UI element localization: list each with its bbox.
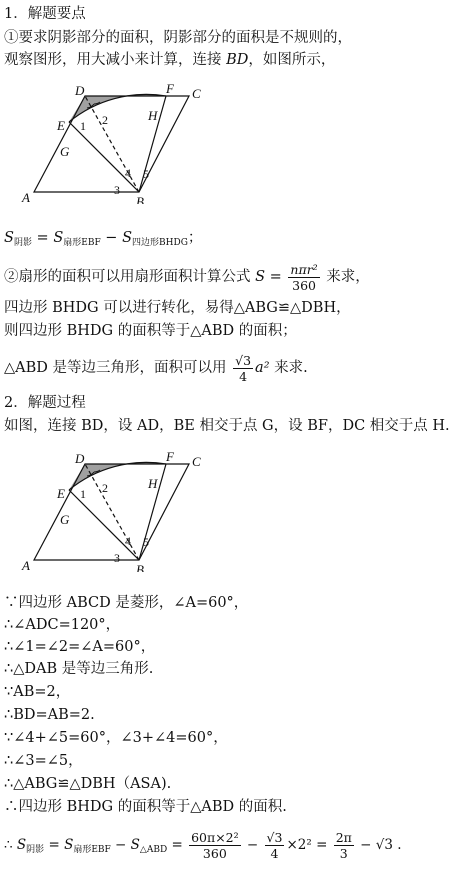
label-angle-3: 3 [114,183,120,197]
section1-paragraph-3a: 四边形 BHDG 可以进行转化，易得△ABG≌△DBH， [4,300,351,316]
step-7: ∵∠4+∠5=60°，∠3+∠4=60°， [4,730,228,746]
label-d: D [75,452,85,466]
section1-paragraph-1b: 观察图形，用大减小来计算，连接 BD，如图所示， [4,52,336,68]
step-2: ∴∠ADC=120°， [4,617,121,633]
label-e: E [57,486,65,501]
label-a: A [22,558,30,572]
label-h: H [148,476,158,491]
rhombus-figure-1 [14,84,214,204]
rhombus-figure-2 [14,452,214,572]
label-f: F [166,452,174,464]
step-9: ∴△ABG≌△DBH（ASA). [4,776,172,792]
rhombus-abcd [34,464,189,560]
equilateral-area-fraction: $\frac{√3}{4}$ [235,352,252,384]
label-g: G [60,512,70,527]
label-angle-1: 1 [80,487,86,501]
label-angle-2: 2 [102,113,108,127]
label-angle-2: 2 [102,481,108,495]
section1-paragraph-2: ②扇形的面积可以用扇形面积计算公式 S = $\frac{\text{nπr²}}{360}$ 来求， [4,261,370,293]
label-h: H [148,108,158,123]
section1-heading: 1．解题要点 [4,6,86,22]
label-c: C [192,454,201,469]
section1-paragraph-1a: ①要求阴影部分的面积，阴影部分的面积是不规则的， [4,30,352,46]
step-5: ∵AB=2， [4,684,71,700]
label-angle-1: 1 [80,119,86,133]
label-angle-5: 5 [143,167,149,181]
label-a: A [22,190,30,204]
section1-paragraph-4: △ABD 是等边三角形，面积可以用 $\frac{√3}{4}$ a² 来求. [4,352,308,384]
label-angle-4: 4 [125,166,131,180]
step-3: ∴∠1=∠2=∠A=60°， [4,639,156,655]
rhombus-abcd [34,96,189,192]
section2-heading: 2．解题过程 [4,395,86,411]
formula-shaded-area: $S_{阴影} = S_{扇形EBF} - S_{四边形BHDG}$； [4,230,203,248]
label-b: B [136,562,144,572]
label-angle-3: 3 [114,551,120,565]
step-10: ∴四边形 BHDG 的面积等于△ABD 的面积. [4,799,287,815]
step-8: ∴∠3=∠5， [4,753,83,769]
sector-formula-fraction: $\frac{\text{nπr²}}{360}$ [290,261,318,293]
final-computation: ∴ $S_{阴影} = S_{扇形EBF} - S_{\triangle ABD}$ = $\frac{\text{60π×2²}}{360}$ − $\frac{√3}{4}$ ×2² = $\frac{2\pi}{3}$ − √3 . [4,830,402,861]
step-1: ∵四边形 ABCD 是菱形，∠A=60°， [4,595,249,611]
step-6: ∴BD=AB=2. [4,707,95,723]
label-g: G [60,144,70,159]
label-e: E [57,118,65,133]
section2-intro: 如图，连接 BD，设 AD，BE 相交于点 G，设 BF，DC 相交于点 H. [4,418,450,434]
label-d: D [75,84,85,98]
step-4: ∴△DAB 是等边三角形. [4,661,154,677]
label-c: C [192,86,201,101]
label-b: B [136,194,144,204]
section1-paragraph-3b: 则四边形 BHDG 的面积等于△ABD 的面积； [4,323,297,339]
label-angle-4: 4 [125,534,131,548]
label-f: F [166,84,174,96]
label-angle-5: 5 [143,535,149,549]
